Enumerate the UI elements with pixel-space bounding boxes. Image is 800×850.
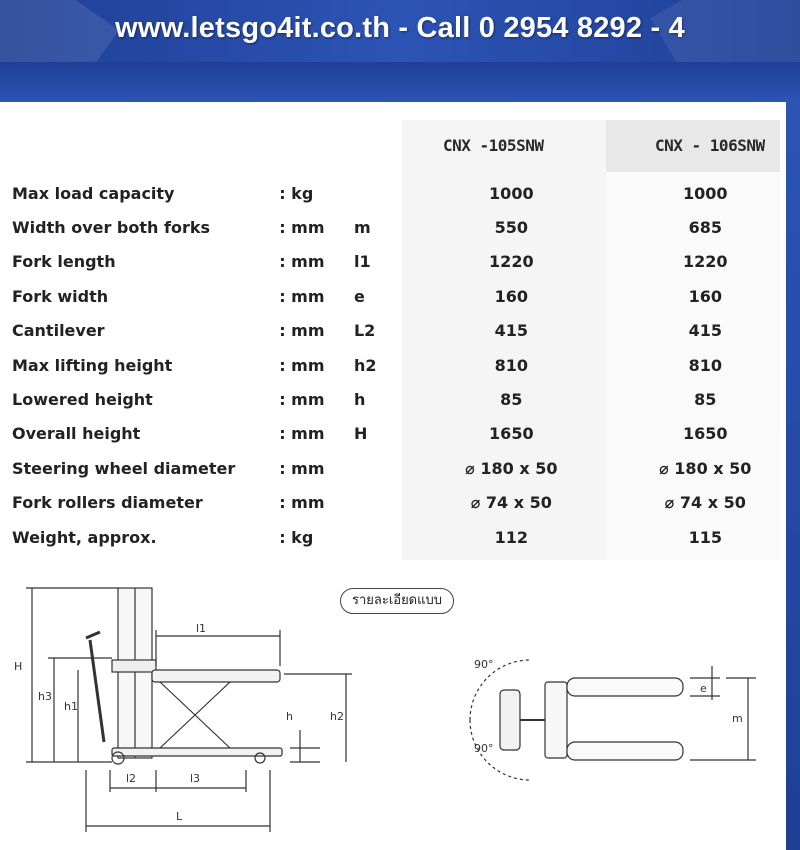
spec-unit: : mm <box>279 218 325 238</box>
detail-badge: รายละเอียดแบบ <box>340 588 454 614</box>
spec-row <box>12 486 800 520</box>
label-e: e <box>700 682 707 695</box>
spec-row <box>12 176 800 210</box>
spec-value-model-2: 115 <box>688 527 722 547</box>
spec-value-model-1: 1000 <box>489 183 534 203</box>
spec-label: Fork length <box>12 252 116 272</box>
label-l1: l1 <box>196 622 207 635</box>
spec-symbol <box>354 451 412 485</box>
spec-row <box>12 279 800 313</box>
spec-value-model-1: 550 <box>494 218 529 238</box>
spec-value-model-1: 112 <box>494 527 529 547</box>
label-H: H <box>14 660 23 673</box>
label-l2: l2 <box>126 772 137 785</box>
spec-value-model-1: 85 <box>500 390 523 410</box>
spec-value-model-2: 160 <box>688 286 722 306</box>
spec-value-model-2: 415 <box>688 321 722 341</box>
spec-value-model-2: 1220 <box>683 252 728 272</box>
dimension-diagram <box>0 570 780 850</box>
spec-unit: : mm <box>279 390 325 410</box>
spec-symbol: h <box>353 390 366 410</box>
spec-label: Overall height <box>12 424 141 444</box>
header-text: www.letsgo4it.co.th - Call 0 2954 8292 - 4 <box>115 12 685 44</box>
label-h2: h2 <box>330 710 344 723</box>
label-l3: l3 <box>190 772 201 785</box>
spec-symbol: h2 <box>353 355 377 375</box>
spec-label: Weight, approx. <box>12 527 157 547</box>
spec-value-model-1: 1650 <box>489 424 534 444</box>
spec-unit: : mm <box>279 252 325 272</box>
fork-top-1 <box>567 678 683 696</box>
spec-row <box>12 520 800 554</box>
spec-label: Fork rollers diameter <box>12 493 203 513</box>
spec-value-model-1: ⌀ 74 x 50 <box>470 493 552 513</box>
spec-value-model-1: ⌀ 180 x 50 <box>465 458 558 478</box>
spec-value-model-2: ⌀ 74 x 50 <box>664 493 746 513</box>
spec-symbol: m <box>353 218 371 238</box>
header-banner <box>0 0 800 62</box>
spec-symbol: H <box>353 424 368 444</box>
spec-unit: : kg <box>279 527 314 547</box>
spec-value-model-2: 1650 <box>683 424 728 444</box>
spec-symbol: e <box>353 286 365 306</box>
spec-table <box>12 176 800 554</box>
spec-unit: : kg <box>279 183 314 203</box>
spec-unit: : mm <box>279 321 325 341</box>
spec-symbol <box>354 486 412 520</box>
spec-value-model-1: 810 <box>494 355 529 375</box>
spec-unit: : mm <box>279 493 325 513</box>
spec-value-model-1: 160 <box>494 286 529 306</box>
spec-label: Cantilever <box>12 321 105 341</box>
fork-top-2 <box>567 742 683 760</box>
spec-row <box>12 245 800 279</box>
model-2-header: CNX - 106SNW <box>655 136 765 155</box>
model-1-header: CNX -105SNW <box>443 136 544 155</box>
spec-row <box>12 382 800 416</box>
label-angle-bottom: 90° <box>474 742 494 755</box>
spec-unit: : mm <box>279 424 325 444</box>
spec-value-model-1: 415 <box>494 321 529 341</box>
spec-row <box>12 417 800 451</box>
spec-label: Max load capacity <box>12 183 175 203</box>
label-angle-top: 90° <box>474 658 494 671</box>
spec-unit: : mm <box>279 458 325 478</box>
spec-symbol <box>354 520 412 554</box>
spec-value-model-2: 810 <box>688 355 722 375</box>
steering-wheel <box>500 690 520 750</box>
spec-symbol <box>354 176 412 210</box>
spec-value-model-2: 85 <box>694 390 717 410</box>
spec-value-model-2: ⌀ 180 x 50 <box>659 458 752 478</box>
spec-value-model-1: 1220 <box>489 252 534 272</box>
label-L: L <box>176 810 183 823</box>
spec-row <box>12 210 800 244</box>
spec-symbol: L2 <box>353 321 376 341</box>
spec-label: Lowered height <box>12 390 153 410</box>
spec-value-model-2: 1000 <box>683 183 728 203</box>
fork-raised <box>152 670 280 682</box>
spec-value-model-2: 685 <box>688 218 722 238</box>
spec-unit: : mm <box>279 355 325 375</box>
spec-symbol: l1 <box>353 252 371 272</box>
spec-row <box>12 348 800 382</box>
spec-label: Max lifting height <box>12 355 173 375</box>
spec-row <box>12 451 800 485</box>
label-m: m <box>732 712 743 725</box>
spec-row <box>12 314 800 348</box>
label-h1: h1 <box>64 700 78 713</box>
spec-label: Fork width <box>12 286 109 306</box>
label-h3: h3 <box>38 690 52 703</box>
spec-label: Steering wheel diameter <box>12 458 236 478</box>
spec-unit: : mm <box>279 286 325 306</box>
label-h: h <box>286 710 293 723</box>
spec-label: Width over both forks <box>12 218 210 238</box>
